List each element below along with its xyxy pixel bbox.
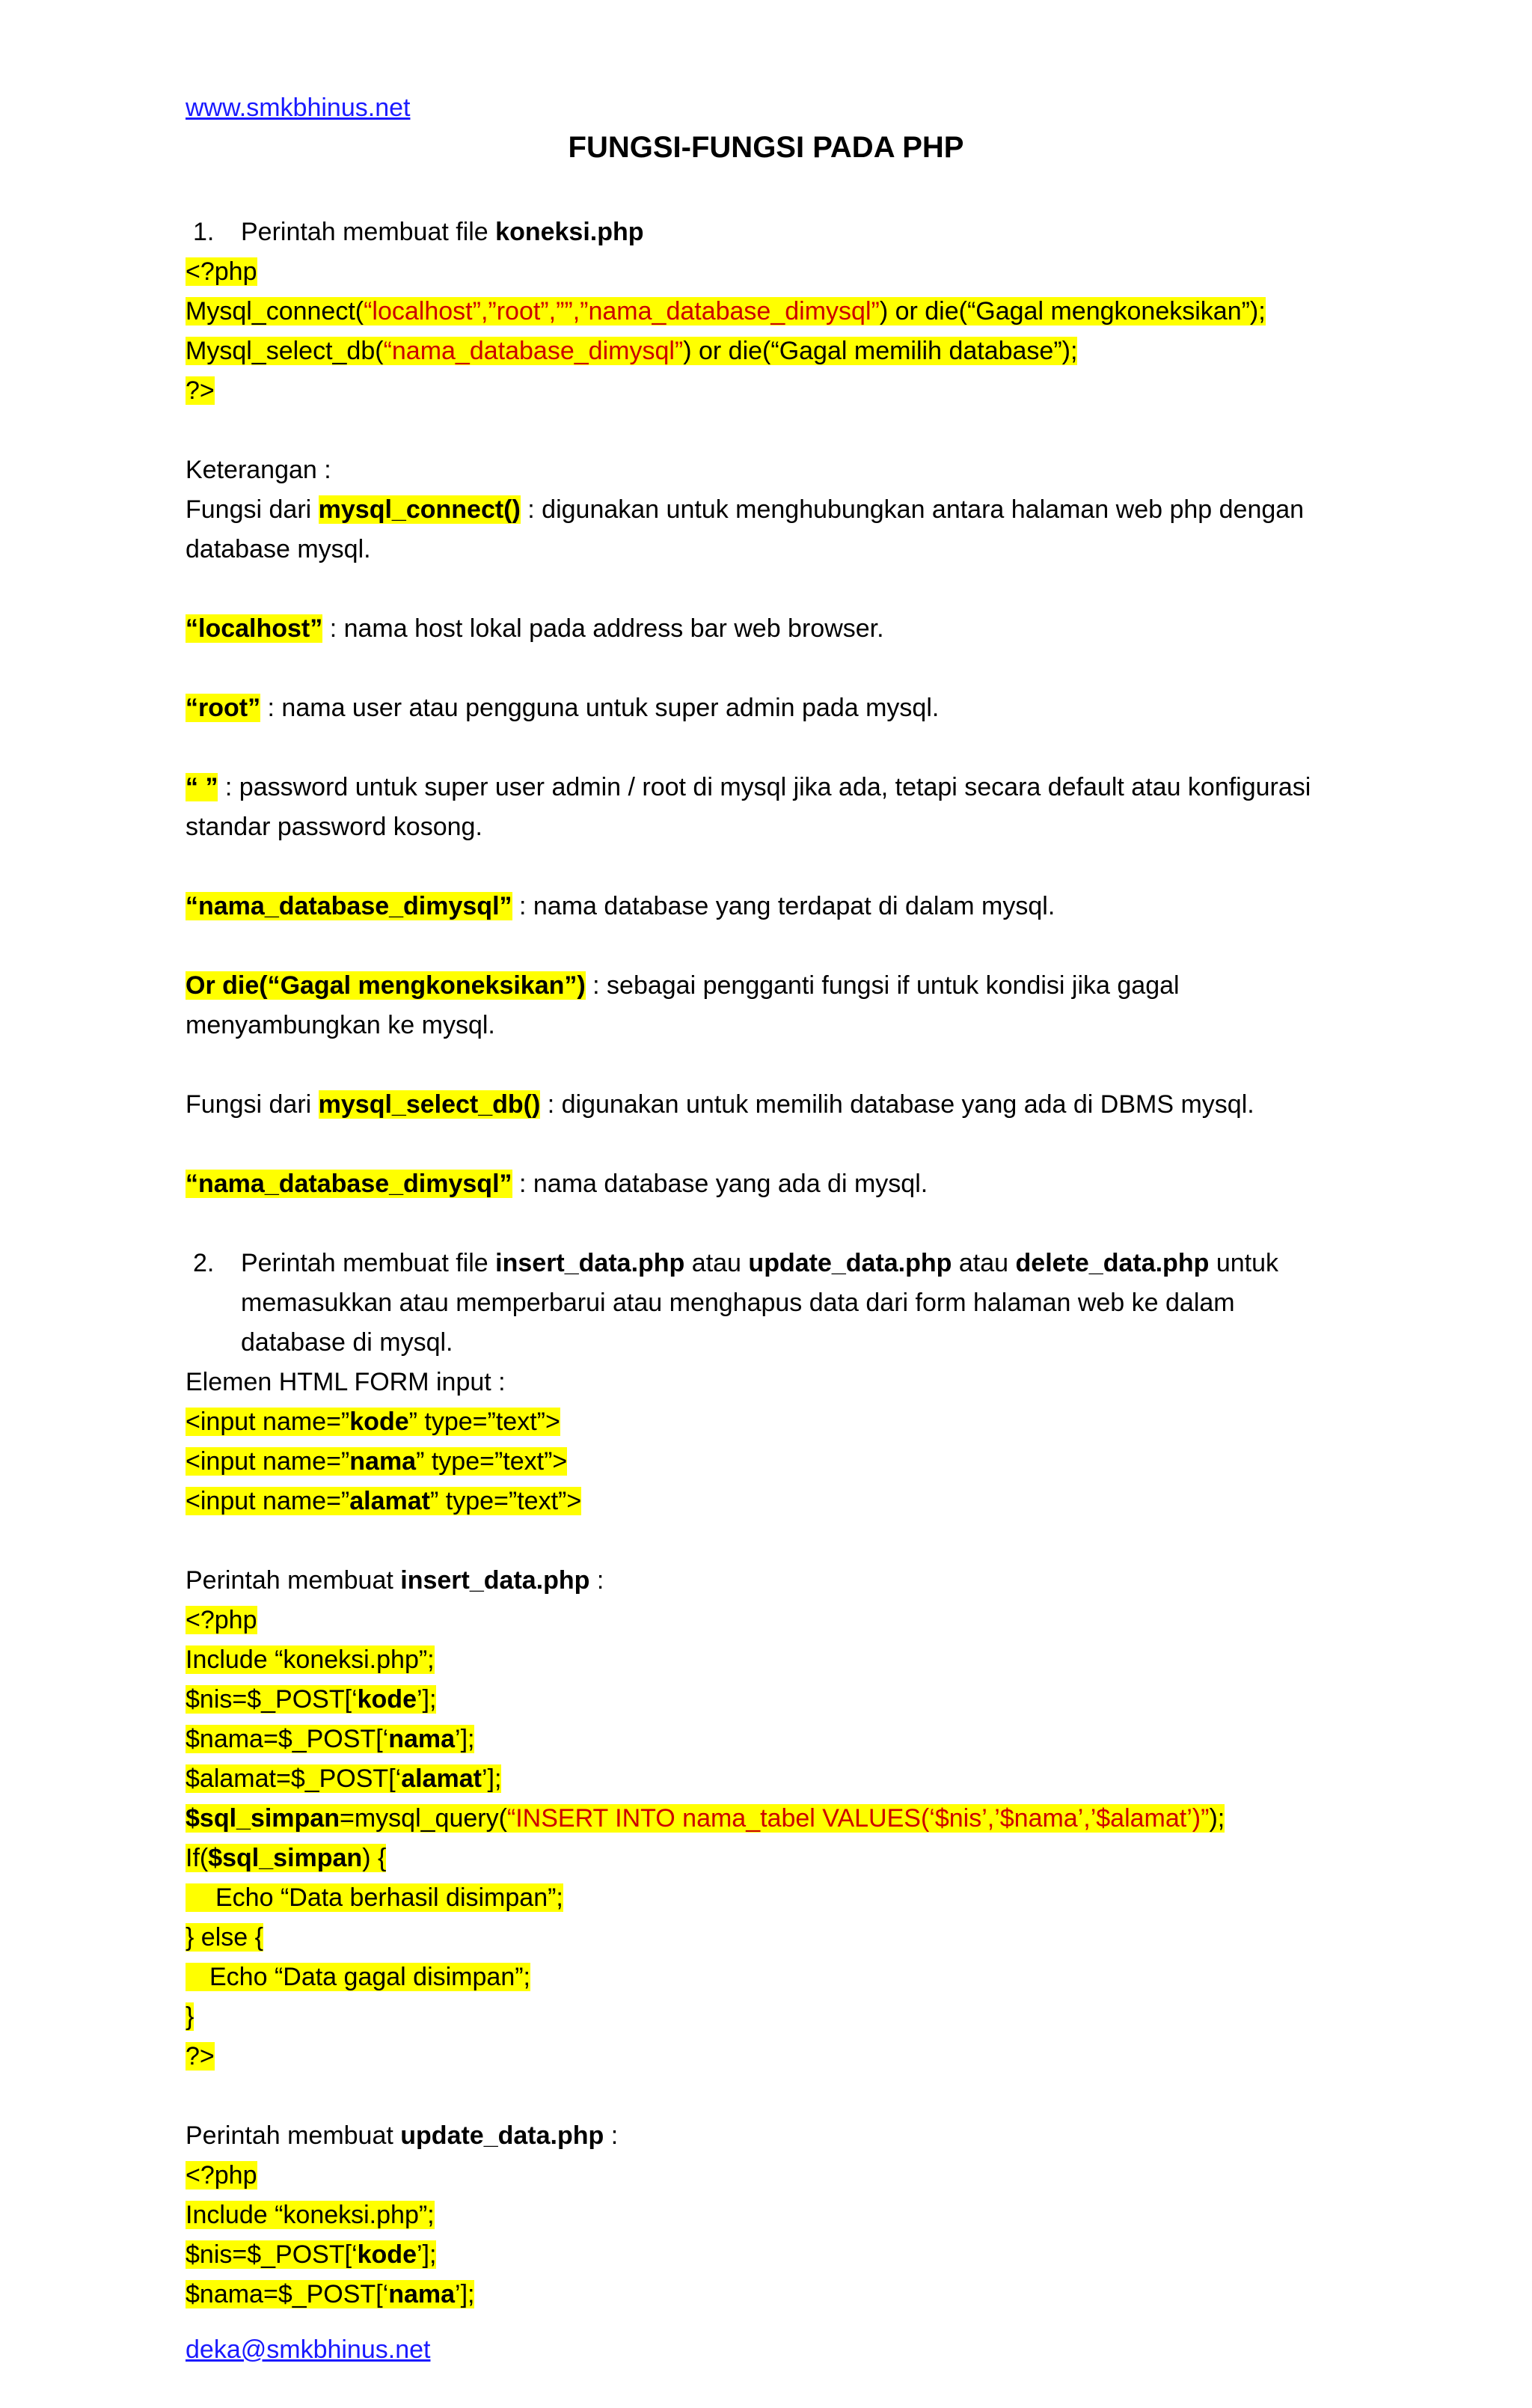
code-query — [186, 1799, 1352, 1839]
desc-term: mysql_connect() — [318, 495, 521, 524]
code-text: <?php — [186, 1606, 257, 1634]
code-fn: Mysql_connect( — [186, 297, 364, 326]
section2-intro-line2: memasukkan atau memperbarui atau menghapus data dari form halaman web ke dalam — [241, 1289, 1235, 1317]
form-label: Elemen HTML FORM input : — [186, 1368, 506, 1396]
code-var-name: $sql_simpan — [208, 1844, 363, 1872]
code-text: Echo “Data berhasil disimpan”; — [215, 1883, 563, 1912]
code-echo-fail — [186, 1958, 1352, 1997]
code-highlight — [186, 1764, 501, 1793]
code-include — [186, 2195, 1352, 2235]
code-text: ?> — [186, 2042, 215, 2071]
code-highlight — [186, 1408, 560, 1436]
desc-text: : nama host lokal pada address bar web browser. — [322, 614, 884, 643]
desc-prefix: Fungsi dari — [186, 495, 319, 524]
desc-term: “root” — [186, 694, 261, 722]
code-text: $nis=$_POST[‘ — [186, 2240, 358, 2269]
code-tail: ) or die(“Gagal mengkoneksikan”); — [879, 297, 1266, 326]
code-text: ?> — [186, 376, 215, 405]
code-highlight — [186, 1844, 386, 1872]
code-fn: Mysql_select_db( — [186, 337, 384, 365]
code-select-db — [186, 331, 1352, 371]
select-db-description — [186, 1085, 1352, 1125]
desc-term: Or die(“Gagal mengkoneksikan”) — [186, 971, 586, 1000]
section1-file: koneksi.php — [495, 218, 644, 246]
code-else — [186, 1918, 1352, 1958]
keterangan-label: Keterangan : — [186, 456, 331, 484]
desc-prefix: Fungsi dari — [186, 1090, 319, 1119]
code-text: Include “koneksi.php”; — [186, 2201, 435, 2229]
code-args: “INSERT INTO nama_tabel VALUES(‘$nis’,’$nama’,’$alamat’)” — [506, 1804, 1210, 1833]
code-echo-ok — [186, 1878, 1352, 1918]
code-highlight — [186, 1963, 530, 1991]
code-text: <?php — [186, 257, 257, 286]
dbname-description — [186, 887, 1352, 926]
code-key: kode — [357, 1685, 417, 1714]
code-highlight — [186, 337, 1077, 365]
code-text: ” type=”text”> — [430, 1487, 582, 1515]
header-website-link[interactable]: www.smkbhinus.net — [186, 94, 411, 122]
section1-heading — [186, 213, 1352, 252]
code-php-open — [186, 252, 1352, 292]
section2-atau: atau — [684, 1249, 749, 1277]
desc-text: : nama user atau pengguna untuk super admin pada mysql. — [260, 694, 940, 722]
section2-atau: atau — [952, 1249, 1016, 1277]
code-text: ) { — [362, 1844, 387, 1872]
desc-term: mysql_select_db() — [318, 1090, 541, 1119]
code-highlight — [186, 1487, 581, 1515]
code-text: <input name=” — [186, 1487, 350, 1515]
code-highlight — [186, 297, 1266, 326]
code-php-close — [186, 371, 1352, 411]
code-php-open — [186, 1601, 1352, 1640]
code-text: ” type=”text”> — [408, 1408, 560, 1436]
code-var — [186, 2275, 1352, 2314]
dbname2-description — [186, 1164, 1352, 1204]
code-brace — [186, 1997, 1352, 2037]
update-label — [186, 2116, 1352, 2156]
code-var-name: $sql_simpan — [186, 1804, 340, 1833]
code-text: <?php — [186, 2161, 257, 2189]
code-text: Include “koneksi.php”; — [186, 1645, 435, 1674]
code-key: kode — [349, 1408, 409, 1436]
code-text: <input name=” — [186, 1447, 350, 1476]
desc-term: “localhost” — [186, 614, 323, 643]
code-if — [186, 1839, 1352, 1878]
code-tail: ); — [1209, 1804, 1225, 1833]
code-key: nama — [349, 1447, 417, 1476]
localhost-description — [186, 609, 1352, 649]
code-highlight — [186, 2280, 474, 2308]
section2-file-insert: insert_data.php — [495, 1249, 685, 1277]
code-include — [186, 1640, 1352, 1680]
code-text: ’]; — [416, 1685, 437, 1714]
code-text: ” type=”text”> — [416, 1447, 568, 1476]
desc-term: “ ” — [186, 773, 218, 801]
section2-file-delete: delete_data.php — [1015, 1249, 1210, 1277]
code-fn: =mysql_query( — [339, 1804, 507, 1833]
desc-text: : digunakan untuk memilih database yang ada di DBMS mysql. — [540, 1090, 1254, 1119]
code-text: $nama=$_POST[‘ — [186, 1725, 389, 1753]
section2-file-update: update_data.php — [748, 1249, 952, 1277]
label-tail: : — [604, 2121, 619, 2150]
code-text: If( — [186, 1844, 209, 1872]
section1-number: 1. — [193, 218, 215, 246]
code-text: } else { — [186, 1923, 263, 1952]
code-text: <input name=” — [186, 1408, 350, 1436]
desc-text: : nama database yang ada di mysql. — [512, 1170, 928, 1198]
label-text: Perintah membuat — [186, 1566, 401, 1595]
desc-text: : password untuk super user admin / root di mysql jika ada, tetapi secara default atau konfigurasi standar password kosong. — [186, 773, 1311, 841]
code-php-close — [186, 2037, 1352, 2077]
code-text: ’]; — [455, 1725, 475, 1753]
code-highlight — [186, 1725, 474, 1753]
code-var — [186, 1680, 1352, 1720]
footer-email-link[interactable]: deka@smkbhinus.net — [186, 2335, 431, 2364]
root-description — [186, 688, 1352, 728]
code-highlight — [186, 2240, 436, 2269]
section2-intro: Perintah membuat file — [241, 1249, 496, 1277]
code-highlight — [186, 1685, 436, 1714]
label-file: insert_data.php — [400, 1566, 590, 1595]
label-file: update_data.php — [400, 2121, 604, 2150]
form-input-code — [186, 1402, 1352, 1442]
document-body — [186, 213, 1352, 2314]
code-key: alamat — [349, 1487, 430, 1515]
code-text: } — [186, 2002, 194, 2031]
code-var — [186, 1720, 1352, 1759]
section2-heading — [186, 1244, 1352, 1283]
code-var — [186, 1759, 1352, 1799]
code-text: $nama=$_POST[‘ — [186, 2280, 389, 2308]
code-highlight — [186, 1447, 567, 1476]
code-highlight — [186, 1883, 563, 1912]
section1-intro: Perintah membuat file — [241, 218, 496, 246]
code-args: “localhost”,”root”,””,”nama_database_dimysql” — [364, 297, 880, 326]
code-args: “nama_database_dimysql” — [383, 337, 684, 365]
insert-label — [186, 1561, 1352, 1601]
code-connect — [186, 292, 1352, 331]
code-key: nama — [388, 2280, 456, 2308]
code-key: nama — [388, 1725, 456, 1753]
desc-text: : nama database yang terdapat di dalam mysql. — [512, 892, 1055, 920]
code-text: $nis=$_POST[‘ — [186, 1685, 358, 1714]
code-text: $alamat=$_POST[‘ — [186, 1764, 402, 1793]
section2-number: 2. — [193, 1249, 215, 1277]
section2-intro-tail: untuk — [1209, 1249, 1278, 1277]
document-title: FUNGSI-FUNGSI PADA PHP — [568, 131, 964, 164]
code-key: kode — [357, 2240, 417, 2269]
form-input-code — [186, 1442, 1352, 1482]
form-input-code — [186, 1482, 1352, 1521]
desc-term: “nama_database_dimysql” — [186, 1170, 512, 1198]
code-var — [186, 2235, 1352, 2275]
connect-description — [186, 490, 1352, 569]
desc-text: : sebagai pengganti fungsi if untuk kondisi jika gagal menyambungkan ke mysql. — [186, 971, 1180, 1039]
code-text: ’]; — [416, 2240, 437, 2269]
label-tail: : — [589, 1566, 604, 1595]
label-text: Perintah membuat — [186, 2121, 401, 2150]
code-text: Echo “Data gagal disimpan”; — [209, 1963, 531, 1991]
desc-term: “nama_database_dimysql” — [186, 892, 512, 920]
password-description — [186, 768, 1352, 847]
section2-intro-line3: database di mysql. — [241, 1328, 453, 1357]
ordie-description — [186, 966, 1352, 1045]
code-php-open — [186, 2156, 1352, 2195]
code-text: ’]; — [455, 2280, 475, 2308]
code-tail: ) or die(“Gagal memilih database”); — [683, 337, 1078, 365]
code-text: ’]; — [481, 1764, 502, 1793]
code-highlight — [186, 1804, 1225, 1833]
code-key: alamat — [401, 1764, 482, 1793]
desc-text: : digunakan untuk menghubungkan antara halaman web php dengan database mysql. — [186, 495, 1305, 563]
